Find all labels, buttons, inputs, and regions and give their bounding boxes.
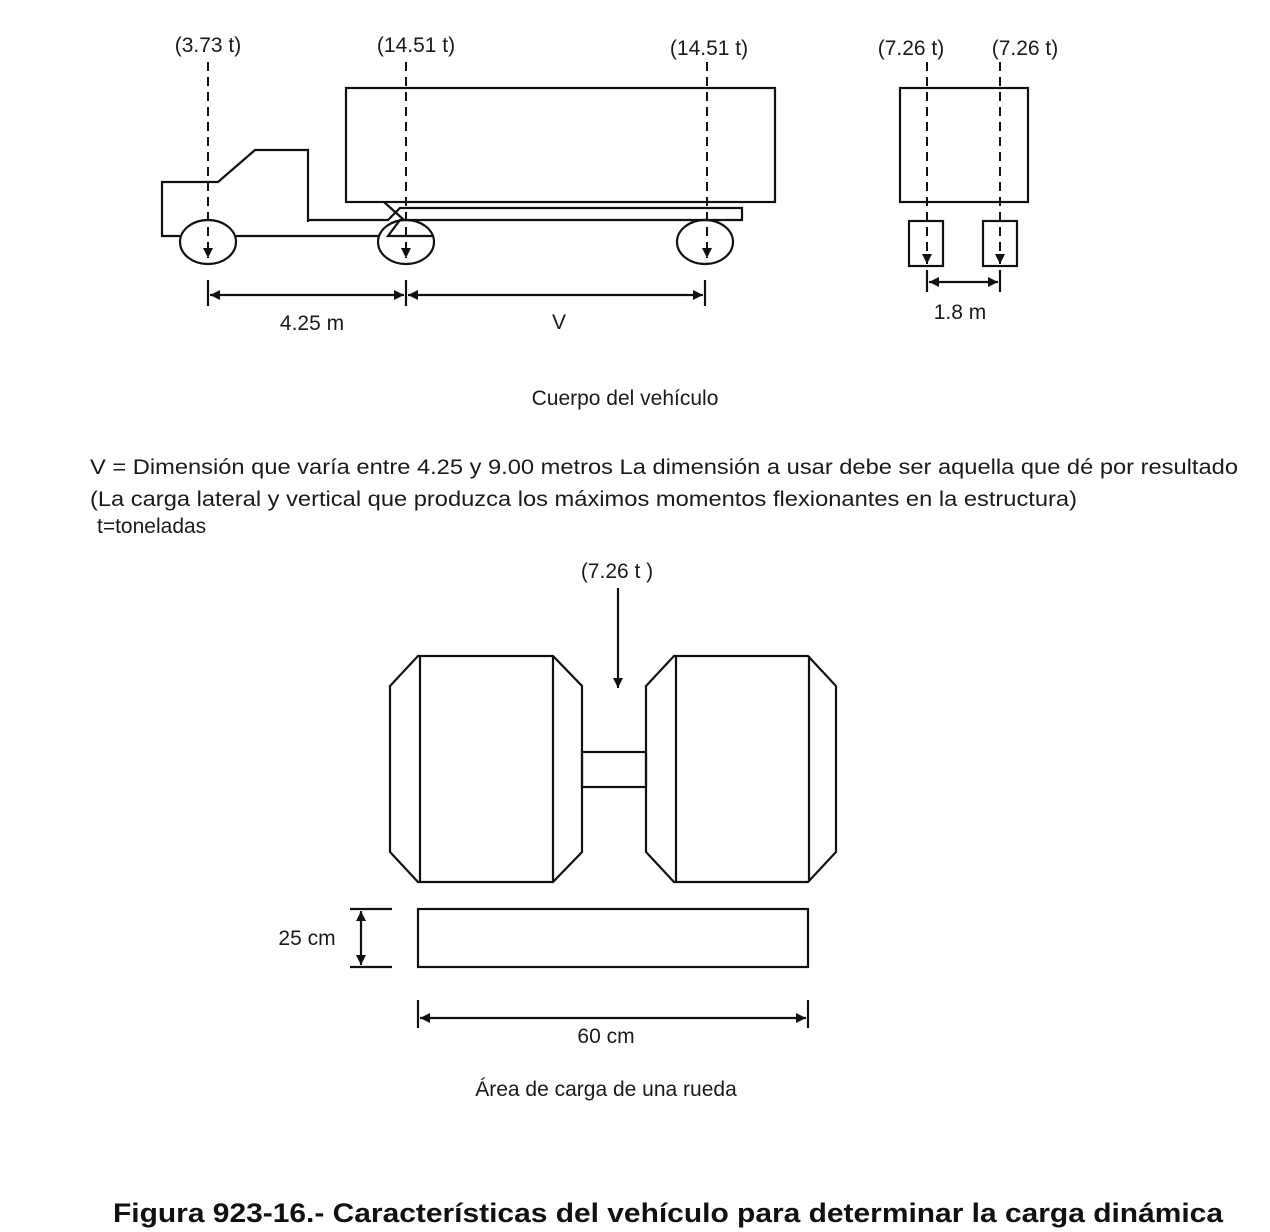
contact-area-rect bbox=[418, 909, 808, 967]
note-line-3: t=toneladas bbox=[97, 515, 207, 538]
wheel-area-caption: Área de carga de una rueda bbox=[475, 1078, 737, 1101]
trailer-box bbox=[346, 88, 775, 202]
middle-axle-load: (14.51 t) bbox=[376, 34, 456, 57]
figure-title: Figura 923-16.- Características del vehículo para determinar la carga dinámica bbox=[113, 1198, 1225, 1228]
note-line-2: (La carga lateral y vertical que produzca los máximos momentos flexionantes en la estructura) bbox=[90, 488, 1077, 511]
rear-axle-load: (14.51 t) bbox=[669, 37, 749, 60]
right-dual-tire bbox=[646, 656, 836, 882]
variable-spacing-label: V bbox=[551, 311, 567, 334]
width-label: 60 cm bbox=[577, 1025, 635, 1048]
truck-cab-outline bbox=[162, 150, 742, 236]
dual-wheel-axle bbox=[582, 752, 646, 787]
track-width-label: 1.8 m bbox=[933, 301, 987, 324]
front-axle-load: (3.73 t) bbox=[174, 34, 242, 57]
trailer-hitch bbox=[384, 202, 404, 220]
truck-side-view bbox=[162, 34, 775, 335]
rear-body-box bbox=[900, 88, 1028, 202]
right-wheel-load: (7.26 t) bbox=[991, 37, 1059, 60]
front-spacing-label: 4.25 m bbox=[279, 312, 345, 335]
truck-rear-view bbox=[878, 37, 1059, 324]
height-label: 25 cm bbox=[278, 927, 336, 950]
vehicle-body-caption: Cuerpo del vehículo bbox=[531, 387, 719, 410]
left-wheel-load: (7.26 t) bbox=[877, 37, 945, 60]
rear-wheel bbox=[677, 220, 733, 264]
note-line-1: V = Dimensión que varía entre 4.25 y 9.00 metros La dimensión a usar debe ser aquella que dé por resultado bbox=[90, 456, 1238, 479]
dual-wheel-detail bbox=[278, 560, 836, 1101]
notes-block bbox=[90, 456, 1238, 538]
wheel-load-label: (7.26 t ) bbox=[580, 560, 654, 583]
